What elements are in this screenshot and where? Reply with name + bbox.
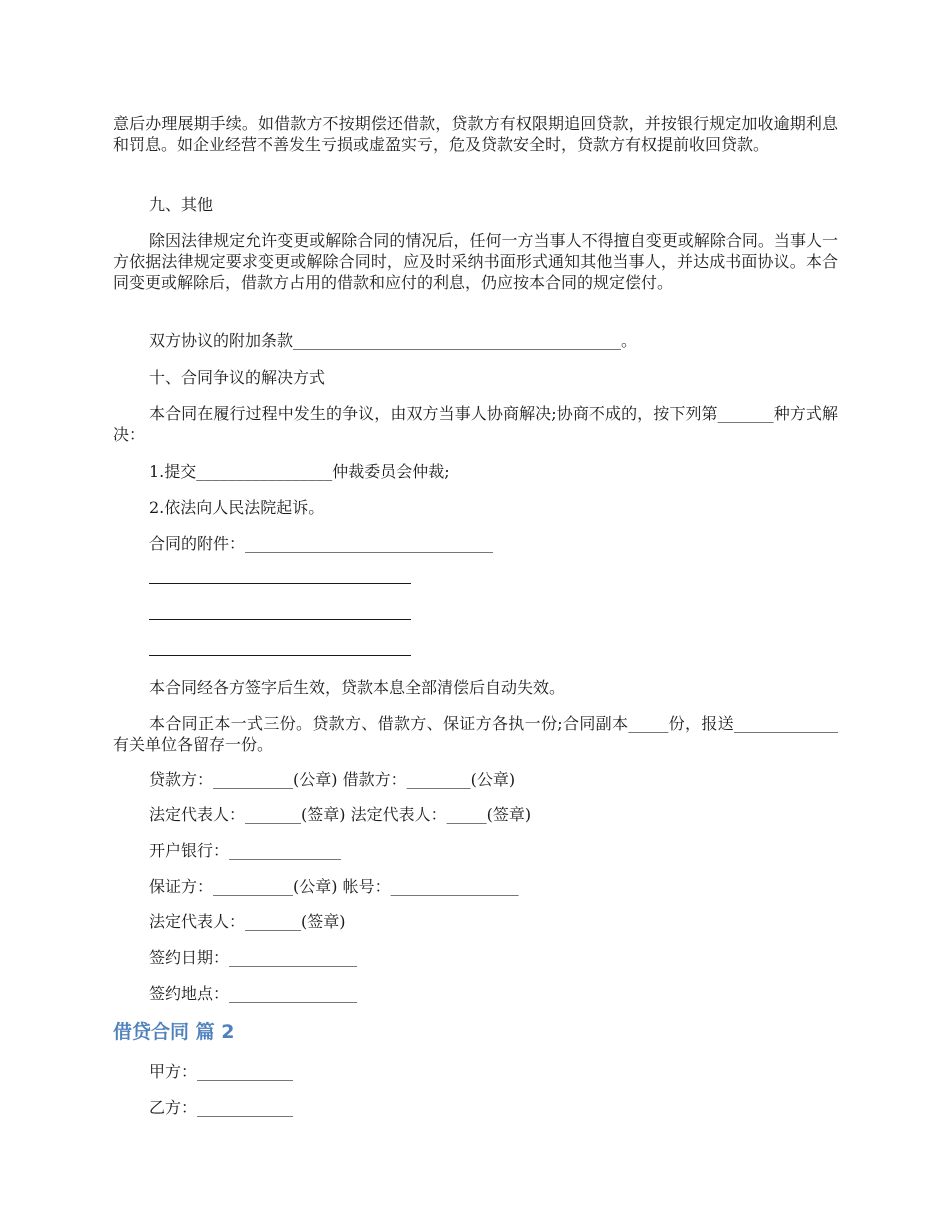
sign-date-line: 签约日期：________________ [149,948,358,967]
attachments-line: 合同的附件：_______________________________ [149,534,494,553]
section-10-title: 十、合同争议的解决方式 [149,368,326,387]
effect-clause: 本合同经各方签字后生效，贷款本息全部清偿后自动失效。 [149,678,566,697]
section-9-title: 九、其他 [149,195,214,214]
attachment-blank-line [149,655,411,656]
section-10-body: 本合同在履行过程中发生的争议，由双方当事人协商解决;协商不成的，按下列第_______种方式解决： [113,404,838,444]
bank-line: 开户银行：______________ [149,841,342,860]
lender-signature-line: 贷款方：__________(公章) 借款方：________(公章) [149,770,516,789]
guarantor-line: 保证方：__________(公章) 帐号：________________ [149,877,519,896]
guarantor-legal-rep-line: 法定代表人：_______(签章) [149,912,346,931]
party-b-line: 乙方：____________ [149,1098,294,1117]
clause-8-continuation: 意后办理展期手续。如借款方不按期偿还借款，贷款方有权限期追回贷款，并按银行规定加收逾期利息和罚息。如企业经营不善发生亏损或虚盈实亏，危及贷款安全时，贷款方有权提前收回贷款。 [113,114,838,154]
article-2-heading: 借贷合同 篇 2 [113,1021,235,1043]
party-a-line: 甲方：____________ [149,1062,294,1081]
dispute-option-1: 1.提交_________________仲裁委员会仲裁; [149,462,450,481]
dispute-option-2: 2.依法向人民法院起诉。 [149,498,325,517]
additional-terms-line: 双方协议的附加条款_________________________________________。 [149,331,638,350]
sign-place-line: 签约地点：________________ [149,984,358,1003]
attachment-blank-line [149,583,411,584]
copies-clause: 本合同正本一式三份。贷款方、借款方、保证方各执一份;合同副本_____份，报送_____________有关单位各留存一份。 [113,714,838,754]
attachment-blank-line [149,619,411,620]
section-9-body: 除因法律规定允许变更或解除合同的情况后，任何一方当事人不得擅自变更或解除合同。当事人一方依据法律规定要求变更或解除合同时，应及时采纳书面形式通知其他当事人，并达成书面协议。本合同变更或解除后，借款方占用的借款和应付的利息，仍应按本合同的规定偿付。 [113,231,838,292]
legal-rep-line: 法定代表人：_______(签章) 法定代表人：_____(签章) [149,805,532,824]
